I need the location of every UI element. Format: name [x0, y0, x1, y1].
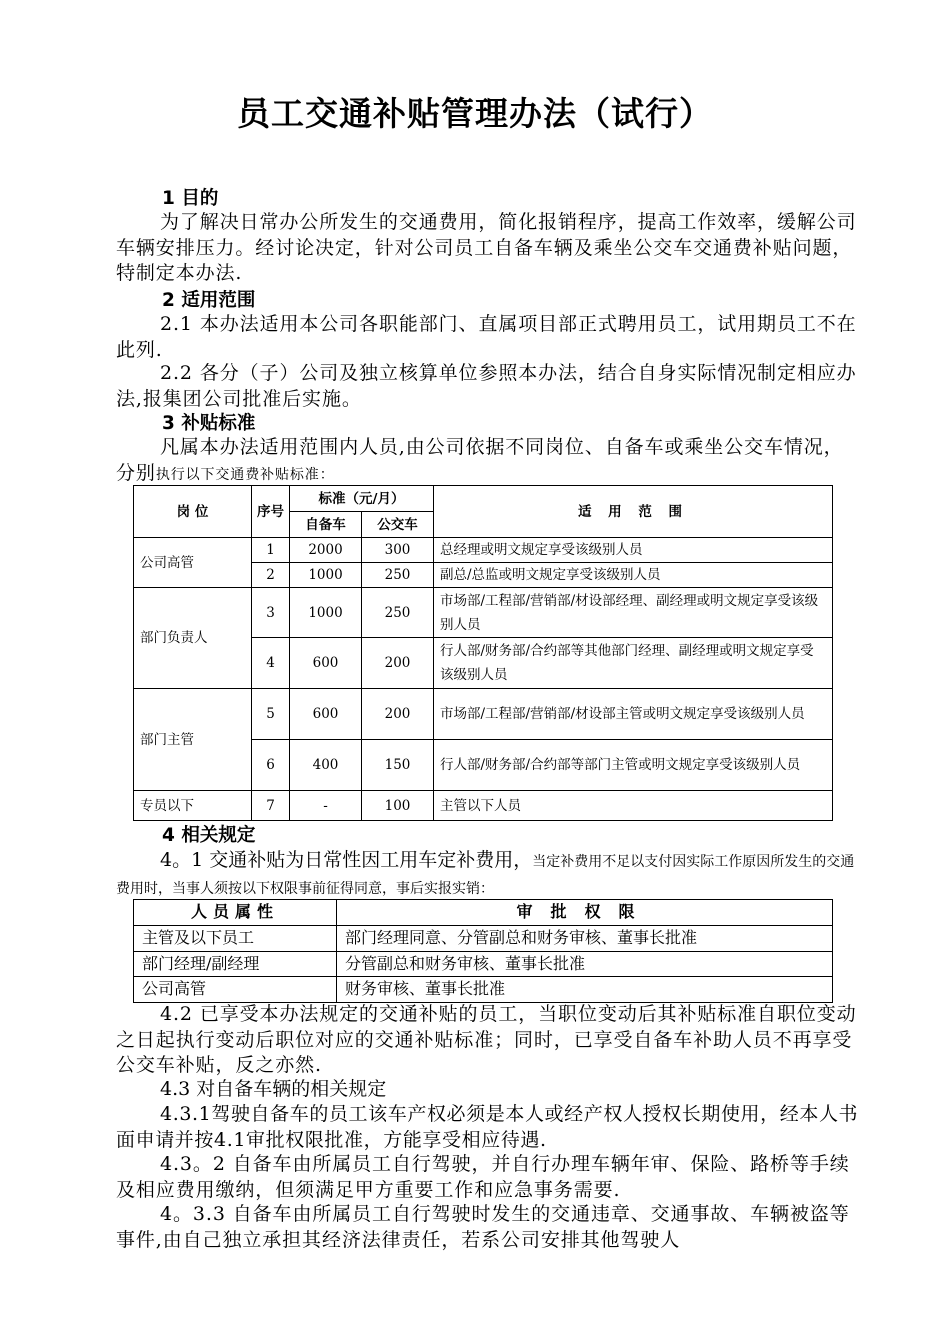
bus-amount: 300 — [362, 538, 434, 563]
own-car-amount: 600 — [290, 638, 362, 689]
section-2-2: 2.2 各分（子）公司及独立核算单位参照本办法，结合自身实际情况制定相应办法,报集团公司批准后实施。 — [116, 362, 857, 410]
table-row — [134, 951, 833, 977]
approval-authority: 财务审核、董事长批准 — [337, 977, 833, 1003]
scope-cell: 主管以下人员 — [434, 791, 833, 821]
bus-amount: 250 — [362, 588, 434, 638]
bus-amount: 100 — [362, 791, 434, 821]
row-number: 3 — [252, 588, 290, 638]
section-4-1-a: 4。1 交通补贴为日常性因工用车定补费用， — [160, 849, 533, 871]
header-bus: 公交车 — [362, 512, 434, 538]
group-cell: 公司高管 — [134, 538, 252, 588]
own-car-amount: 2000 — [290, 538, 362, 563]
section-4-3-1: 4.3.1驾驶自备车的员工该车产权必须是本人或经产权人授权长期使用，经本人书面申请并按4.1审批权限批准，方能享受相应待遇. — [116, 1103, 859, 1151]
row-number: 6 — [252, 740, 290, 791]
section-3-body-a: 凡属本办法适用范围内人员,由公司依据不同岗位、自备车或乘坐公交车情况，分别 — [116, 436, 844, 484]
approval-authority: 部门经理同意、分管副总和财务审核、董事长批准 — [337, 926, 833, 952]
subsidy-standard-table — [133, 485, 833, 821]
header-standard: 标准（元/月） — [290, 486, 434, 512]
row-number: 7 — [252, 791, 290, 821]
section-2-1: 2.1 本办法适用本公司各职能部门、直属项目部正式聘用员工，试用期员工不在此列. — [116, 313, 857, 361]
section-4-1 — [116, 848, 861, 902]
person-attribute: 主管及以下员工 — [134, 926, 337, 952]
section-4-3: 4.3 对自备车辆的相关规定 — [160, 1078, 387, 1100]
approval-authority: 分管副总和财务审核、董事长批准 — [337, 951, 833, 977]
person-attribute: 部门经理/副经理 — [134, 951, 337, 977]
row-number: 2 — [252, 563, 290, 588]
own-car-amount: 600 — [290, 689, 362, 740]
header-approval-authority: 审批权限 — [337, 900, 833, 926]
header-post: 岗 位 — [134, 486, 252, 538]
table-row — [134, 538, 833, 563]
row-number: 4 — [252, 638, 290, 689]
table-row — [134, 588, 833, 638]
table-row — [134, 791, 833, 821]
group-cell: 专员以下 — [134, 791, 252, 821]
scope-cell: 行人部/财务部/合约部等其他部门经理、副经理或明文规定享受该级别人员 — [434, 638, 833, 689]
group-cell: 部门负责人 — [134, 588, 252, 689]
section-4-2: 4.2 已享受本办法规定的交通补贴的员工，当职位变动后其补贴标准自职位变动之日起执行变动后职位对应的交通补贴标准；同时，已享受自备车补助人员不再享受公交车补贴，反之亦然. — [116, 1003, 857, 1076]
section-4-3-2: 4.3。2 自备车由所属员工自行驾驶，并自行办理车辆年审、保险、路桥等手续及相应费用缴纳，但须满足甲方重要工作和应急事务需要. — [116, 1153, 850, 1201]
own-car-amount: - — [290, 791, 362, 821]
scope-cell: 市场部/工程部/营销部/材设部主管或明文规定享受该级别人员 — [434, 689, 833, 740]
bus-amount: 250 — [362, 563, 434, 588]
scope-cell: 市场部/工程部/营销部/材设部经理、副经理或明文规定享受该级别人员 — [434, 588, 833, 638]
person-attribute: 公司高管 — [134, 977, 337, 1003]
section-4-1-b: 当定补费用不足以支付因实际工作原因所发生的交通费用时，当事人须按以下权限事前征得同意，事后实报实销： — [116, 854, 855, 897]
own-car-amount: 1000 — [290, 588, 362, 638]
table-row — [134, 689, 833, 740]
own-car-amount: 1000 — [290, 563, 362, 588]
bus-amount: 150 — [362, 740, 434, 791]
section-3-body — [116, 435, 861, 488]
document-title: 员工交通补贴管理办法（试行） — [237, 94, 713, 133]
approval-authority-table — [133, 899, 833, 1003]
header-own-car: 自备车 — [290, 512, 362, 538]
row-number: 1 — [252, 538, 290, 563]
scope-cell: 行人部/财务部/合约部等部门主管或明文规定享受该级别人员 — [434, 740, 833, 791]
section-1-body: 为了解决日常办公所发生的交通费用，简化报销程序，提高工作效率，缓解公司车辆安排压力。经讨论决定，针对公司员工自备车辆及乘坐公交车交通费补贴问题，特制定本办法. — [116, 211, 857, 284]
scope-cell: 总经理或明文规定享受该级别人员 — [434, 538, 833, 563]
bus-amount: 200 — [362, 638, 434, 689]
section-4-heading: 4 相关规定 — [162, 825, 256, 846]
header-number: 序号 — [252, 486, 290, 538]
table-row — [134, 977, 833, 1003]
header-scope: 适 用 范 围 — [434, 486, 833, 538]
table-row — [134, 926, 833, 952]
scope-cell: 副总/总监或明文规定享受该级别人员 — [434, 563, 833, 588]
section-3-body-b: 执行以下交通费补贴标准： — [155, 466, 335, 483]
bus-amount: 200 — [362, 689, 434, 740]
row-number: 5 — [252, 689, 290, 740]
group-cell: 部门主管 — [134, 689, 252, 791]
section-1-heading: 1 目的 — [162, 188, 219, 209]
section-2-heading: 2 适用范围 — [162, 290, 256, 311]
own-car-amount: 400 — [290, 740, 362, 791]
header-person-attribute: 人员属性 — [134, 900, 337, 926]
section-4-3-3: 4。3.3 自备车由所属员工自行驾驶时发生的交通违章、交通事故、车辆被盗等事件,由自己独立承担其经济法律责任，若系公司安排其他驾驶人 — [116, 1203, 850, 1251]
section-3-heading: 3 补贴标准 — [162, 413, 256, 434]
